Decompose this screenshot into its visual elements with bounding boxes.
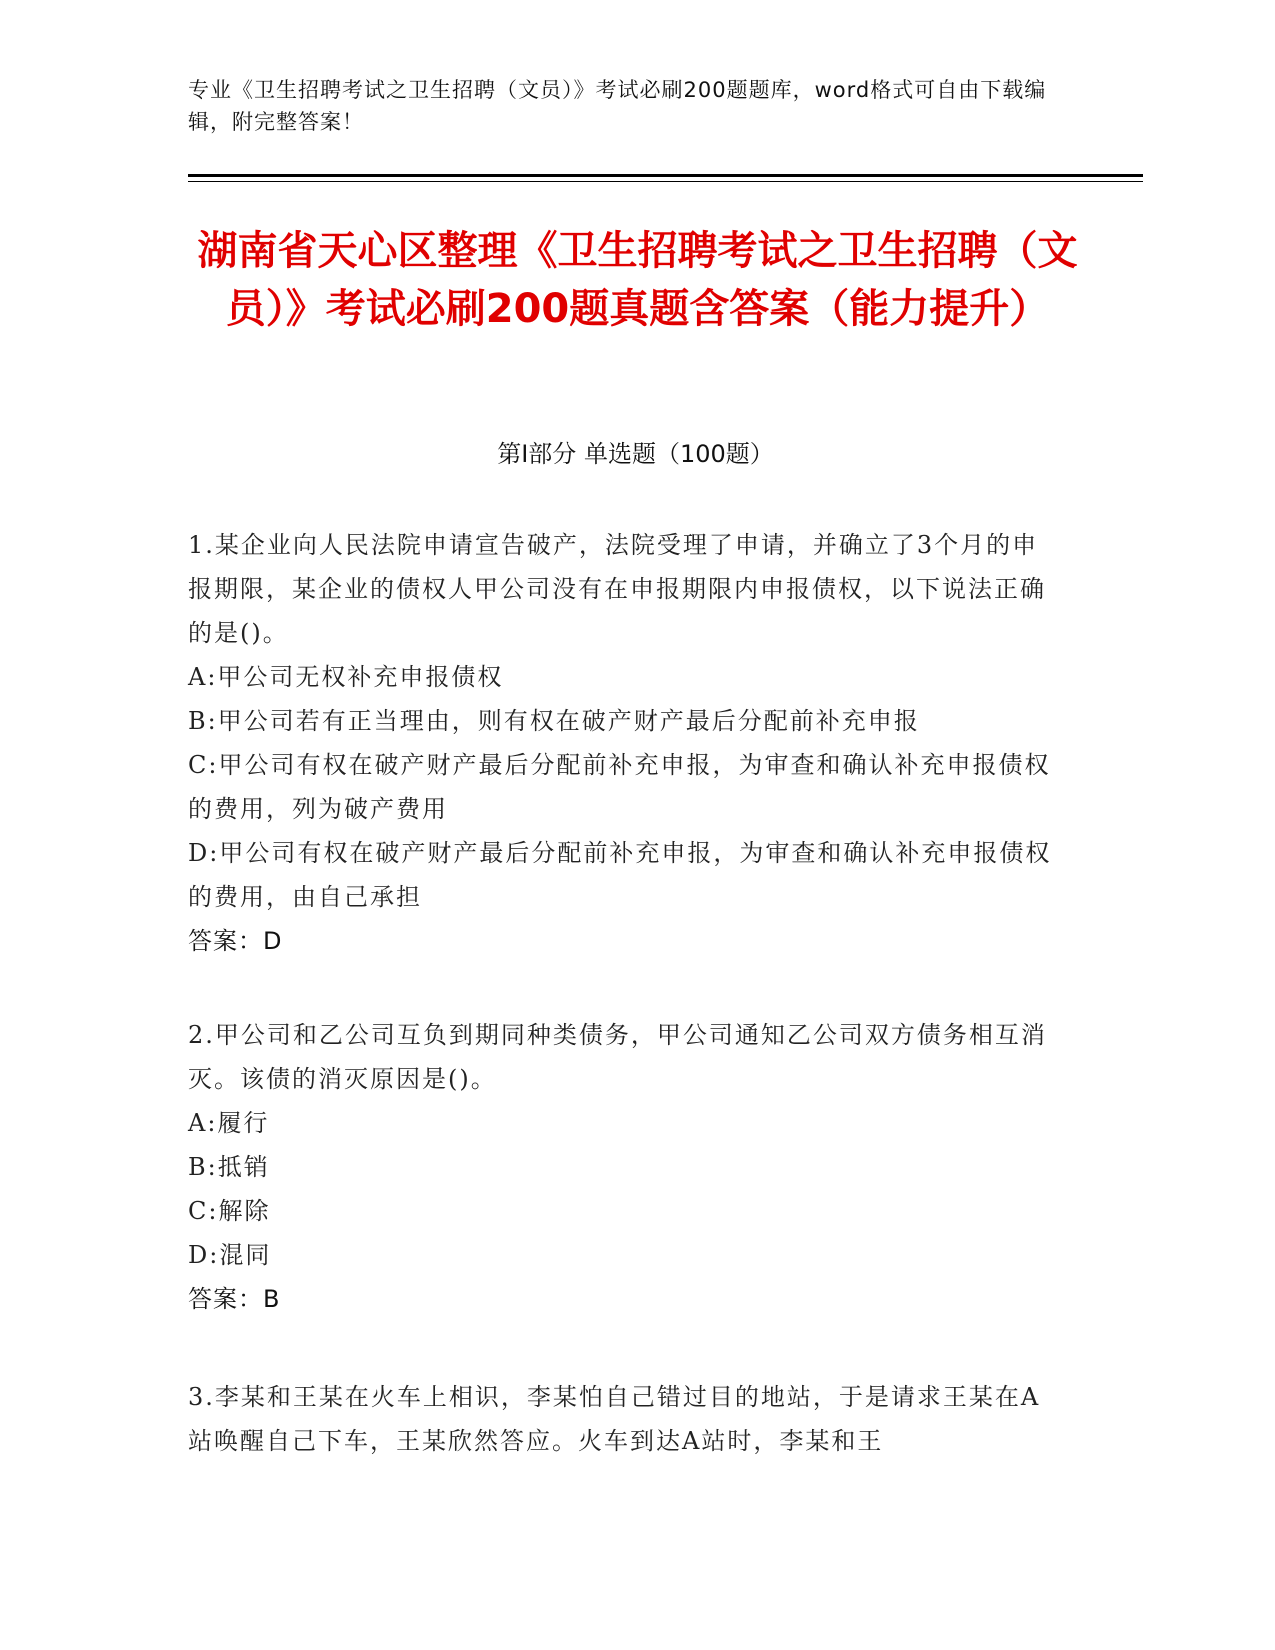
option-d: D:甲公司有权在破产财产最后分配前补充申报，为审查和确认补充申报债权的费用，由自己承担 xyxy=(188,839,1052,911)
option-b: B:抵销 xyxy=(188,1153,270,1181)
answer: 答案：B xyxy=(188,1285,281,1313)
header-rule-thick xyxy=(188,174,1143,177)
option-a: A:履行 xyxy=(188,1109,270,1137)
question-stem: 2.甲公司和乙公司互负到期同种类债务，甲公司通知乙公司双方债务相互消灭。该债的消灭原因是()。 xyxy=(188,1021,1047,1093)
header-rule-thin xyxy=(188,181,1143,182)
option-d: D:混同 xyxy=(188,1241,272,1269)
question-1 xyxy=(188,523,1058,963)
answer: 答案：D xyxy=(188,927,283,955)
option-b: B:甲公司若有正当理由，则有权在破产财产最后分配前补充申报 xyxy=(188,707,920,735)
question-3 xyxy=(188,1375,1058,1463)
option-c: C:解除 xyxy=(188,1197,271,1225)
option-a: A:甲公司无权补充申报债权 xyxy=(188,663,504,691)
section-heading: 第Ⅰ部分 单选题（100题） xyxy=(497,440,774,468)
option-c: C:甲公司有权在破产财产最后分配前补充申报，为审查和确认补充申报债权的费用，列为破产费用 xyxy=(188,751,1051,823)
question-2 xyxy=(188,1013,1058,1321)
question-stem: 1.某企业向人民法院申请宣告破产，法院受理了申请，并确立了3个月的申报期限，某企业的债权人甲公司没有在申报期限内申报债权，以下说法正确的是()。 xyxy=(188,531,1046,647)
document-title: 湖南省天心区整理《卫生招聘考试之卫生招聘（文员）》考试必刷200题真题含答案（能力提升） xyxy=(197,228,1078,332)
question-stem: 3.李某和王某在火车上相识，李某怕自己错过目的地站，于是请求王某在A站唤醒自己下车，王某欣然答应。火车到达A站时，李某和王 xyxy=(188,1383,1041,1455)
header-note: 专业《卫生招聘考试之卫生招聘（文员）》考试必刷200题题库，word格式可自由下载编辑，附完整答案！ xyxy=(188,78,1047,134)
